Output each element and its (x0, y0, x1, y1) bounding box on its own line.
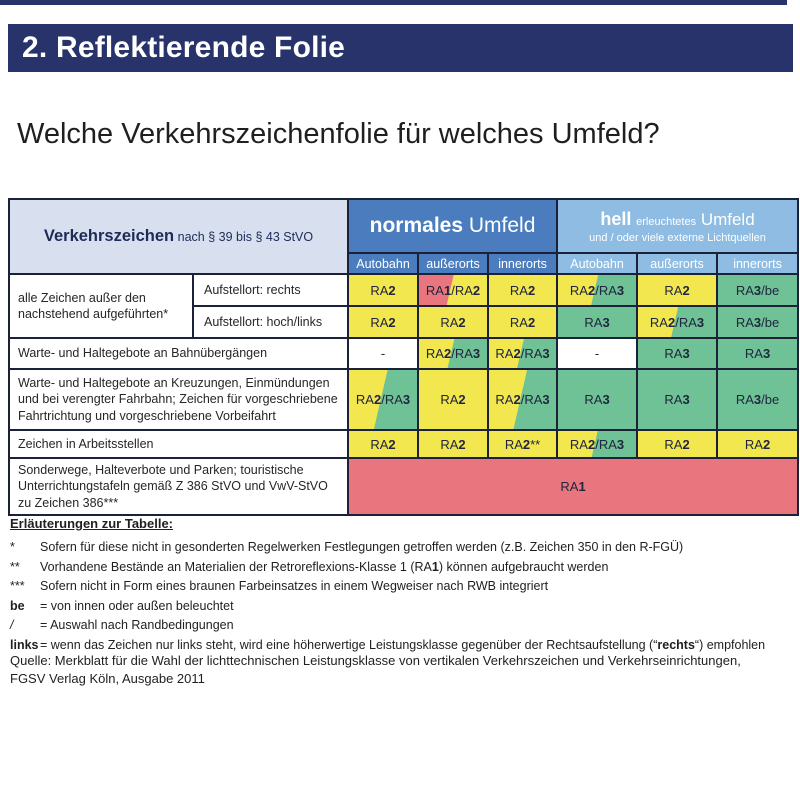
value-cell: RA3 (637, 369, 717, 430)
header-hell-umfeld (557, 199, 798, 253)
notes-section (10, 516, 794, 655)
value-cell: RA2/RA3 (637, 306, 717, 338)
note-item (10, 616, 794, 636)
foil-table (8, 198, 799, 516)
note-item (10, 558, 794, 578)
value-cell: RA1 (348, 458, 798, 515)
value-cell: RA2 (348, 306, 418, 338)
value-cell: RA3/be (717, 369, 798, 430)
row-sublabel: Aufstellort: rechts (193, 274, 348, 306)
value-cell: RA2/RA3 (557, 274, 637, 306)
value-cell: RA3/be (717, 274, 798, 306)
note-text: Sofern für diese nicht in gesonderten Regelwerken Festlegungen getroffen werden (z.B. Zeichen 350 in den R-FGÜ) (40, 540, 684, 554)
value-cell: RA2 (348, 274, 418, 306)
value-cell: RA2/RA3 (488, 338, 557, 369)
foil-table-wrap (8, 198, 799, 516)
value-cell: RA3 (637, 338, 717, 369)
value-cell: RA3 (557, 306, 637, 338)
table-row (9, 338, 798, 369)
note-item (10, 597, 794, 617)
value-cell: RA2 (488, 306, 557, 338)
value-cell: RA2 (418, 306, 488, 338)
note-text: = von innen oder außen beleuchtet (40, 598, 234, 613)
value-cell: RA2 (488, 274, 557, 306)
col-header-innerorts-normal: innerorts (488, 253, 557, 274)
note-marker: links (10, 637, 39, 652)
header-hell-bold: hell (600, 208, 632, 229)
table-row (9, 458, 798, 515)
header-normales-umfeld (348, 199, 557, 253)
header-hell-small: erleuchtetes (636, 215, 697, 228)
source-line-2: FGSV Verlag Köln, Ausgabe 2011 (10, 671, 205, 686)
header-row-groups (9, 199, 798, 253)
value-cell: RA2 (418, 369, 488, 430)
corner-subtitle: nach § 39 bis § 43 StVO (174, 230, 314, 244)
col-header-innerorts-hell: innerorts (717, 253, 798, 274)
notes-heading: Erläuterungen zur Tabelle: (10, 516, 174, 531)
value-cell: - (348, 338, 418, 369)
top-accent-line (0, 0, 787, 5)
col-header-ausserorts-hell: außerorts (637, 253, 717, 274)
header-normales-rest: Umfeld (463, 214, 536, 237)
value-cell: RA2/RA3 (348, 369, 418, 430)
table-body (9, 274, 798, 515)
section-title-bar (8, 24, 793, 72)
value-cell: RA3 (557, 369, 637, 430)
note-marker: be (10, 598, 25, 613)
col-header-autobahn-hell: Autobahn (557, 253, 637, 274)
note-marker: / (10, 618, 14, 632)
note-text: = Auswahl nach Randbedingungen (40, 618, 234, 632)
corner-header-cell (9, 199, 348, 274)
value-cell: RA2 (637, 274, 717, 306)
value-cell: RA3/be (717, 306, 798, 338)
value-cell: RA2/RA3 (488, 369, 557, 430)
value-cell: RA2/RA3 (557, 430, 637, 458)
col-header-autobahn-normal: Autobahn (348, 253, 418, 274)
note-text: = wenn das Zeichen nur links steht, wird eine höherwertige Leistungsklasse gegenüber der Rechtsaufstellung (“rechts“) empfohlen (40, 637, 766, 652)
source-reference (10, 652, 741, 688)
note-marker: *** (10, 579, 25, 593)
col-header-ausserorts-normal: außerorts (418, 253, 488, 274)
row-label: alle Zeichen außer den nachstehend aufgeführten* (9, 274, 193, 338)
header-hell-rest: Umfeld (700, 209, 755, 229)
table-row (9, 369, 798, 430)
value-cell: RA3 (717, 338, 798, 369)
source-line-1: Quelle: Merkblatt für die Wahl der lichttechnischen Leistungsklasse von vertikalen Verkehrszeichen und Verkehrseinrichtungen, (10, 653, 741, 668)
row-label: Warte- und Haltegebote an Bahnübergängen (9, 338, 348, 369)
value-cell: RA2 (637, 430, 717, 458)
header-hell-subtitle: und / oder viele externe Lichtquellen (589, 231, 766, 244)
notes-list (10, 538, 794, 655)
corner-title: Verkehrszeichen (43, 227, 175, 245)
section-title: 2. Reflektierende Folie (22, 31, 346, 64)
value-cell: RA2 (717, 430, 798, 458)
page-subtitle: Welche Verkehrszeichenfolie für welches Umfeld? (17, 118, 660, 150)
row-label: Warte- und Haltegebote an Kreuzungen, Einmündungen und bei verengter Fahrbahn; Zeichen für vorgeschriebene Fahrtrichtung und vorgeschriebene Vorbeifahrt (9, 369, 348, 430)
row-label: Sonderwege, Halteverbote und Parken; touristische Unterrichtungstafeln gemäß Z 386 StVO und VwV-StVO zu Zeichen 386*** (9, 458, 348, 515)
value-cell: RA2 (348, 430, 418, 458)
value-cell: RA2/RA3 (418, 338, 488, 369)
note-marker: * (10, 540, 15, 554)
table-row (9, 274, 798, 306)
note-marker: ** (10, 559, 20, 574)
note-item (10, 577, 794, 597)
note-text: Sofern nicht in Form eines braunen Farbeinsatzes in einem Wegweiser nach RWB integriert (40, 579, 549, 593)
header-normales-bold: normales (369, 214, 464, 237)
note-item (10, 538, 794, 558)
value-cell: - (557, 338, 637, 369)
value-cell: RA2** (488, 430, 557, 458)
note-text: Vorhandene Bestände an Materialien der Retroreflexions-Klasse 1 (RA1) können aufgebraucht werden (40, 559, 609, 574)
value-cell: RA1/RA2 (418, 274, 488, 306)
row-label: Zeichen in Arbeitsstellen (9, 430, 348, 458)
table-row (9, 430, 798, 458)
value-cell: RA2 (418, 430, 488, 458)
row-sublabel: Aufstellort: hoch/links (193, 306, 348, 338)
